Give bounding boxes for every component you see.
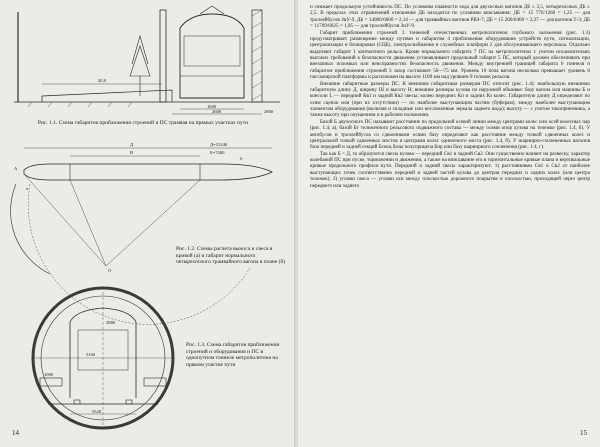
- paragraph-3: Внешние габаритные размеры ПС. К внешним габаритным размерам ПС относят (рис. 1.4): наибольшую внешнюю габаритную длину Д, ширину Ш и высоту Н; внешние размеры кузова по наружной обшивке: базу вагона или машины Б и консоли L — передний Кв1 и задний Кв2 свесы; колею передних Кп и задних Кз колес. Габаритную длину Д определяют по осям сцепок или (при их отсутствии) — по наиболее выступающим частям (буферам), между наиболее выступающим элементам оборудования (включая и складные или несложенные зеркала заднего вида); высоту — с учетом токоприемника, а также высоту при опущенном и в рабочем положении.: [310, 80, 590, 119]
- dim-2800: 2800: [264, 109, 274, 114]
- paragraph-1: и снижает продольную устойчивость ПС. По условиям плавности хода для двухосных вагонов ДБ ≤ 3,5, четырехосных ДБ ≤ 2,5. В пределах этих ограничений отношение ДБ находится по условиям вписывания: ДБ = 15 770/1260 = 1,25 — для троллейбусов ЗиУ-9, ДБ = 14080/6000 = 2,14 — для трамвайных вагонов РВЗ-7; ДБ = 15 200/6400 = 2,37 — для вагонов Т-3; ДБ = 11709/6025 = 1,95 — для троллейбусов ЗиУ-9.: [310, 4, 590, 30]
- label-D: Д: [130, 142, 134, 147]
- dim-3520: 3520: [92, 409, 102, 414]
- dim-1600: 1600: [207, 104, 217, 109]
- dim-D: Д=15240: [210, 142, 228, 147]
- dim-5100: 5100: [86, 352, 96, 357]
- label-O: О: [108, 268, 112, 273]
- fig11-caption: Рис. 1.1. Схема габаритов приближения строений и ПС трамвая на прямых участках пути: [37, 120, 249, 126]
- dim-B: Б=7400: [210, 150, 225, 155]
- figure-1-1: [12, 6, 282, 116]
- dim-1000: 1000: [44, 372, 54, 377]
- dim-2880: 2880: [106, 320, 116, 325]
- dim-20: 20,0: [98, 78, 107, 83]
- label-A: А: [14, 166, 18, 171]
- label-B: В: [130, 150, 134, 155]
- paragraph-4: Базой Б двухосного ПС называют расстояние по продольной осевой линии между центрами колес или осей колесных пар (рис. 1.4, а), базой Бт тележечного рельсового подвижного состава — между осями опор кузова на тележке (рис. 1.4, б). У автобусов и троллейбусов со сдвоенными осями базу определяют как расстояние между точкой сдвоенных колес и центральной точкой сдвоенных мостов и центрами колес одиночного моста (рис. 1.4, б). У шарнирно-сочлененных вагонов база передней и задней секций Бсекц базы полуприцепа Бпр или базу шарнирного сочленения (рис. 1.4, г).: [310, 118, 590, 151]
- figure-1-3: [18, 286, 188, 436]
- paragraph-5: Так как Б < Д, то образуются свесы кузова — передний Св1 и задний Св2. Они существенно влияют на развеску, характер колебаний ПС при пуске, торможении и движении, а также на вписывание его в горизонтальные кривые плана и вертикальные кривые продольного профиля пути. Передний и задний свесы характеризуют: 1) расстояниями Св1 и Св2 от наиболее выступающих точек соответственно передней и задней частей кузова до центров передних и задних колес (или центра тележек); 2) углами свеса — углами αсв между плоскостью дорожного покрытия и плоскостью, проходящей через центр переднего или заднего: [310, 150, 590, 189]
- label-a: а: [26, 186, 29, 191]
- fig13-caption: Рис. 1.3. Схема габаритов приближения строений и оборудования и ПС в однопутном тоннеле метрополитена на прямом участке пути: [186, 342, 280, 368]
- paragraph-2: Габарит приближения строений 3 тоннелей отечественных метрополитенов глубокого заложения (рис. 1.3) предусматривает размещение между путями и габаритом 4 приближения оборудования устройств пути, сигнализации, централизации и блокировки (СЦБ), электроснабжения и служебных платформ 2 для обслуживающего персонала. Отдельно выделяют габарит 1 контактного рельса. Кроме нормального габарита 7 ПС на метрополитенах с учетом исключительно высоких требований к безопасности движения устанавливают предельный габарит 5 ПС, который должен обеспечивать при внезапных поломках или неисправностях безопасность движения. Между внутренней границей габарита 6 тоннеля и габаритом приближения строений 3 зазор составляет 50—75 мм. Уровень 10 пола вагона несколько превышает уровень 8 пассажирской платформы и расположен на высоте 1100 мм над уровнем 9 головок рельсов.: [310, 29, 590, 81]
- right-page-text: [310, 4, 590, 189]
- page-number-right: 15: [580, 429, 587, 437]
- dim-2600: 2600: [212, 109, 222, 114]
- label-b: б: [240, 156, 243, 161]
- fig12-caption: Рис. 1.2. Схемы расчета выноса и свеса в кривой (а) и габарит нормального четырехосного трамвайного вагона в плане (б): [176, 246, 286, 266]
- page-number-left: 14: [12, 429, 19, 437]
- book-gutter: [294, 0, 298, 447]
